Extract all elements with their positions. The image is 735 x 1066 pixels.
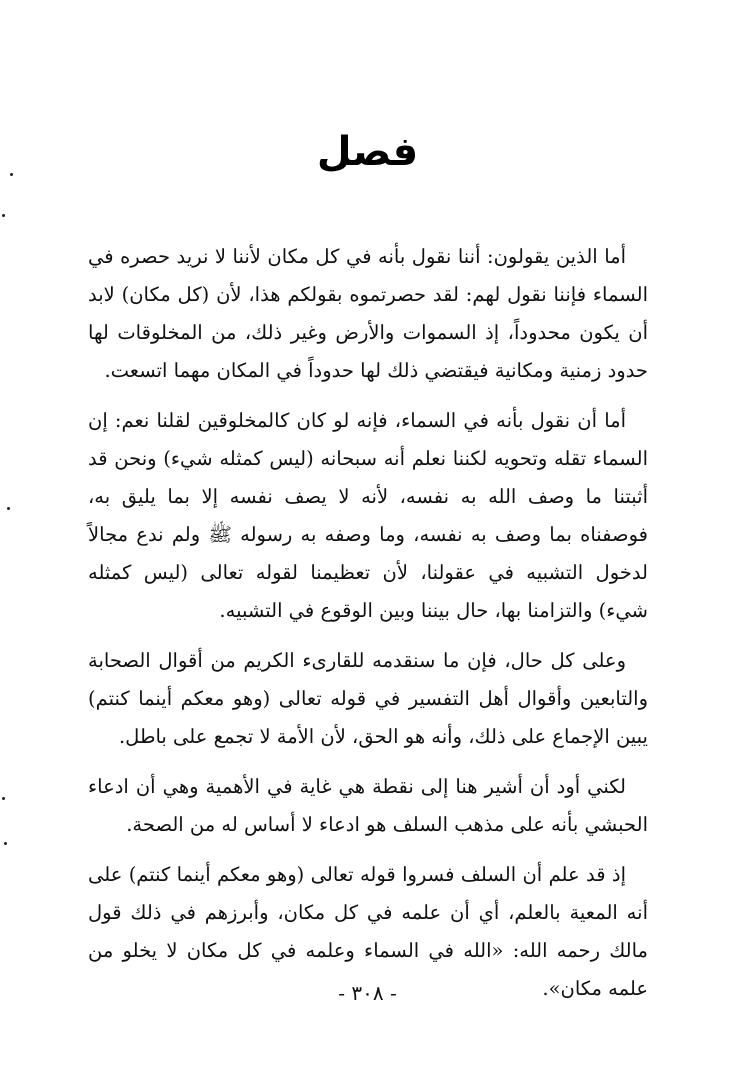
paragraph: وعلى كل حال، فإن ما سنقدمه للقارىء الكريم من أقوال الصحابة والتابعين وأقوال أهل التفسير في قوله تعالى (وهو معكم أينما كنتم) يبين الإجماع على ذلك، وأنه هو الحق، لأن الأمة لا تجمع على باطل. [88, 649, 648, 748]
page-number: - ٣٠٨ - [338, 981, 397, 1005]
paragraph: أما أن نقول بأنه في السماء، فإنه لو كان كالمخلوقين لقلنا نعم: إن السماء تقله وتحويه لكننا نعلم أنه سبحانه (ليس كمثله شيء) ونحن قد أثبتنا ما وصف الله به نفسه، لأنه لا يصف نفسه إلا بما يليق به، فوصفناه بما وصف به نفسه، وما وصفه به رسوله ﷺ ولم ندع مجالاً لدخول التشبيه في عقولنا، لأن تعظيمنا لقوله تعالى (ليس كمثله شيء) والتزامنا بها، حال بيننا وبين الوقوع في التشبيه. [88, 409, 648, 622]
margin-mark [7, 507, 10, 510]
margin-mark [2, 797, 5, 800]
margin-mark [4, 842, 7, 845]
margin-mark [2, 214, 5, 217]
paragraph: أما الذين يقولون: أننا نقول بأنه في كل مكان لأننا لا نريد حصره في السماء فإننا نقول لهم: لقد حصرتموه بقولكم هذا، لأن (كل مكان) لابد أن يكون محدوداً، إذ السموات والأرض وغير ذلك، من المخلوقات لها حدود زمنية ومكانية فيقتضي ذلك لها حدوداً في المكان مهما اتسعت. [88, 245, 648, 382]
paragraph: لكني أود أن أشير هنا إلى نقطة هي غاية في الأهمية وهي أن ادعاء الحبشي بأنه على مذهب السلف هو ادعاء لا أساس له من الصحة. [88, 775, 648, 836]
body-text [88, 238, 648, 1020]
section-title: فصل [316, 129, 419, 175]
paragraph: إذ قد علم أن السلف فسروا قوله تعالى (وهو معكم أينما كنتم) على أنه المعية بالعلم، أي أن علمه في كل مكان، وأبرزهم في ذلك قول مالك رحمه الله: «الله في السماء وعلمه في كل مكان لا يخلو من علمه مكان». [88, 863, 648, 1000]
